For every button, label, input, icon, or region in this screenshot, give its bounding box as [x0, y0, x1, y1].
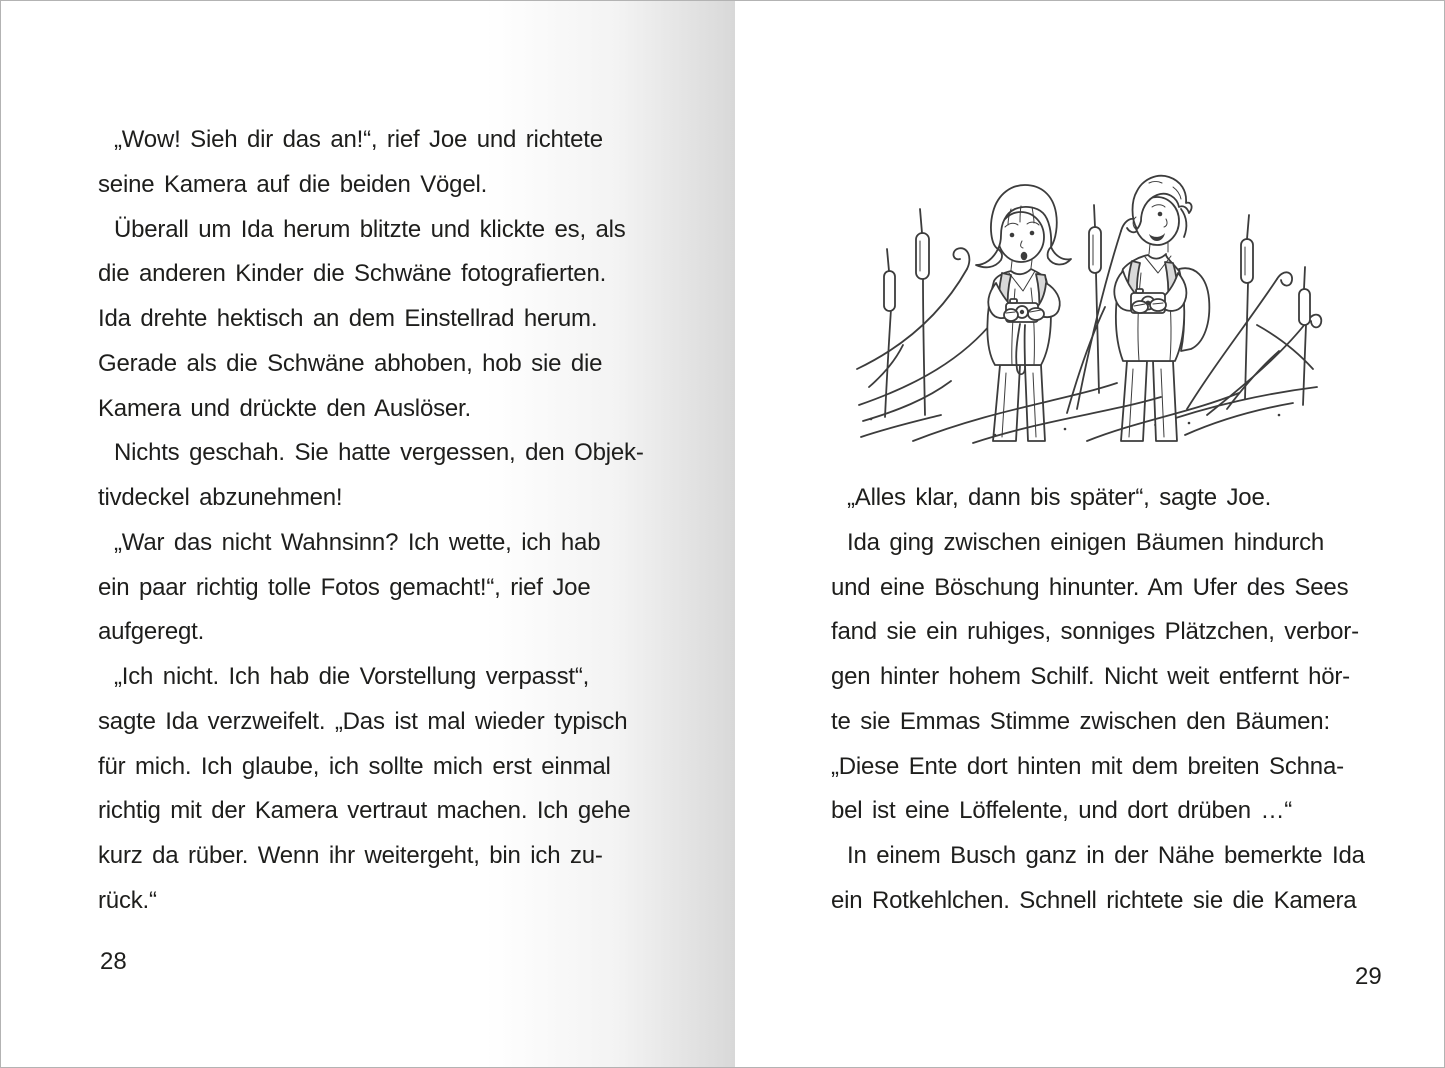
text-line: sagte Ida verzweifelt. „Das ist mal wieder typisch [98, 707, 628, 735]
text-line: und eine Böschung hinunter. Am Ufer des Sees [831, 573, 1349, 601]
text-line: aufgeregt. [98, 618, 205, 646]
boy-figure [1114, 176, 1209, 441]
left-page [1, 1, 735, 1067]
text-line: richtig mit der Kamera vertraut machen. Ich gehe [98, 797, 631, 825]
right-page-number: 29 [1355, 963, 1382, 990]
text-line: Ida ging zwischen einigen Bäumen hindurch [847, 528, 1325, 556]
text-line: ein paar richtig tolle Fotos gemacht!“, rief Joe [98, 573, 591, 601]
text-line: „War das nicht Wahnsinn? Ich wette, ich hab [114, 528, 601, 556]
text-line: „Alles klar, dann bis später“, sagte Joe. [847, 484, 1272, 511]
text-line: In einem Busch ganz in der Nähe bemerkte Ida [847, 842, 1365, 869]
girl-figure [976, 185, 1071, 441]
illustration-children-with-cameras [855, 157, 1329, 449]
text-line: fand sie ein ruhiges, sonniges Plätzchen, verbor- [831, 618, 1359, 646]
right-page [735, 1, 1445, 1067]
text-line: ein Rotkehlchen. Schnell richtete sie die Kamera [831, 886, 1357, 914]
text-line: Gerade als die Schwäne abhoben, hob sie die [98, 349, 603, 377]
left-page-text [98, 118, 678, 924]
text-line: „Ich nicht. Ich hab die Vorstellung verpasst“, [114, 663, 590, 690]
text-line: gen hinter hohem Schilf. Nicht weit entfernt hör- [831, 663, 1350, 690]
text-line: „Diese Ente dort hinten mit dem breiten Schna- [831, 752, 1344, 780]
text-line: die anderen Kinder die Schwäne fotografierten. [98, 260, 607, 288]
left-page-number: 28 [100, 948, 127, 975]
text-line: kurz da rüber. Wenn ihr weitergeht, bin ich zu- [98, 842, 603, 869]
text-line: seine Kamera auf die beiden Vögel. [98, 170, 488, 198]
text-line: rück.“ [98, 886, 157, 914]
text-line: tivdeckel abzunehmen! [98, 484, 343, 511]
text-line: bel ist eine Löffelente, und dort drüben …“ [831, 797, 1293, 825]
text-line: te sie Emmas Stimme zwischen den Bäumen: [831, 707, 1330, 735]
text-line: Kamera und drückte den Auslöser. [98, 394, 471, 422]
text-line: Nichts geschah. Sie hatte vergessen, den Objek- [114, 439, 644, 467]
text-line: „Wow! Sieh dir das an!“, rief Joe und richtete [114, 126, 603, 153]
right-page-text [831, 476, 1426, 924]
text-line: für mich. Ich glaube, ich sollte mich erst einmal [98, 752, 611, 780]
text-line: Ida drehte hektisch an dem Einstellrad herum. [98, 305, 598, 332]
text-line: Überall um Ida herum blitzte und klickte es, als [114, 215, 626, 243]
